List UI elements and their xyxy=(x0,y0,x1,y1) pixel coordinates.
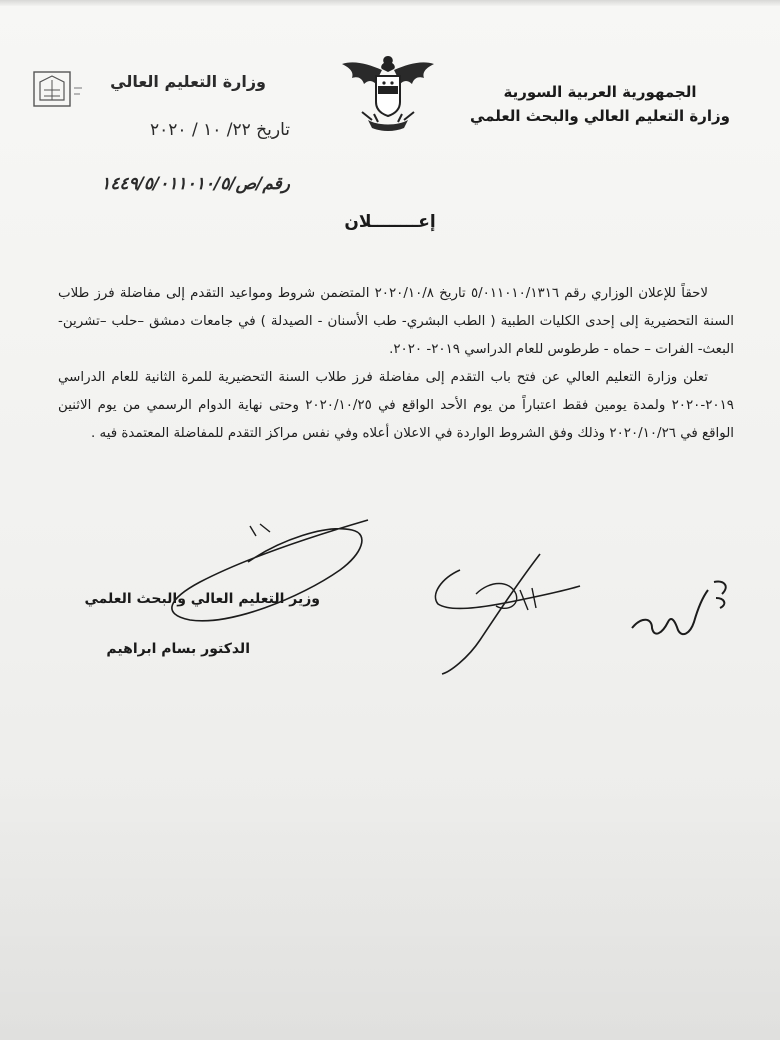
syrian-eagle-emblem xyxy=(338,50,438,138)
ministry-name: وزارة التعليم العالي والبحث العلمي xyxy=(469,107,731,125)
announcement-title: إعــــــــلان xyxy=(344,212,436,232)
paper-fold xyxy=(0,0,780,6)
country-name: الجمهورية العربية السورية xyxy=(503,83,697,101)
minister-name: الدكتور بسام ابراهيم xyxy=(106,641,250,657)
second-signature xyxy=(420,550,590,680)
letterhead xyxy=(460,80,740,128)
paragraph-1: لاحقاً للإعلان الوزاري رقم ٥/٠١١٠١٠/١٣١٦ تاريخ ٢٠٢٠/١٠/٨ المتضمن شروط ومواعيد التقدم إلى مفاضلة فرز طلاب السنة التحضيرية إلى إحدى الكليات الطبية ( الطب البشري- طب الأسنان - الصيدلة ) في جامعات دمشق –حلب –تشرين- البعث- الفرات – حماه - طرطوس للعام الدراسي ٢٠١٩- ٢٠٢٠. xyxy=(58,286,734,357)
paragraph-2: تعلن وزارة التعليم العالي عن فتح باب التقدم إلى مفاضلة فرز طلاب السنة التحضيرية للمرة الثانية للعام الدراسي ٢٠١٩-٢٠٢٠ ولمدة يومين فقط اعتباراً من يوم الأحد الواقع في ٢٠٢٠/١٠/٢٥ وحتى نهاية الدوام الرسمي من يوم الاثنين الواقع في ٢٠٢٠/١٠/٢٦ وذلك وفق الشروط الواردة في الاعلان أعلاه وفي نفس مراكز التقدم للمفاضلة المعتمدة فيه . xyxy=(58,370,735,441)
reference-number: رقم/ص/١٤٤٩/٥/٠١١٠١٠/٥ xyxy=(101,174,290,194)
initials-signature xyxy=(628,568,738,648)
minister-signature xyxy=(100,510,380,640)
document-date: تاريخ ٢٢/ ١٠ / ٢٠٢٠ xyxy=(150,120,290,140)
minister-title: وزير التعليم العالي والبحث العلمي xyxy=(84,591,320,607)
ministry-stamp-text: وزارة التعليم العالي xyxy=(110,72,266,91)
announcement-body xyxy=(58,280,734,448)
page-shadow xyxy=(0,780,780,1040)
